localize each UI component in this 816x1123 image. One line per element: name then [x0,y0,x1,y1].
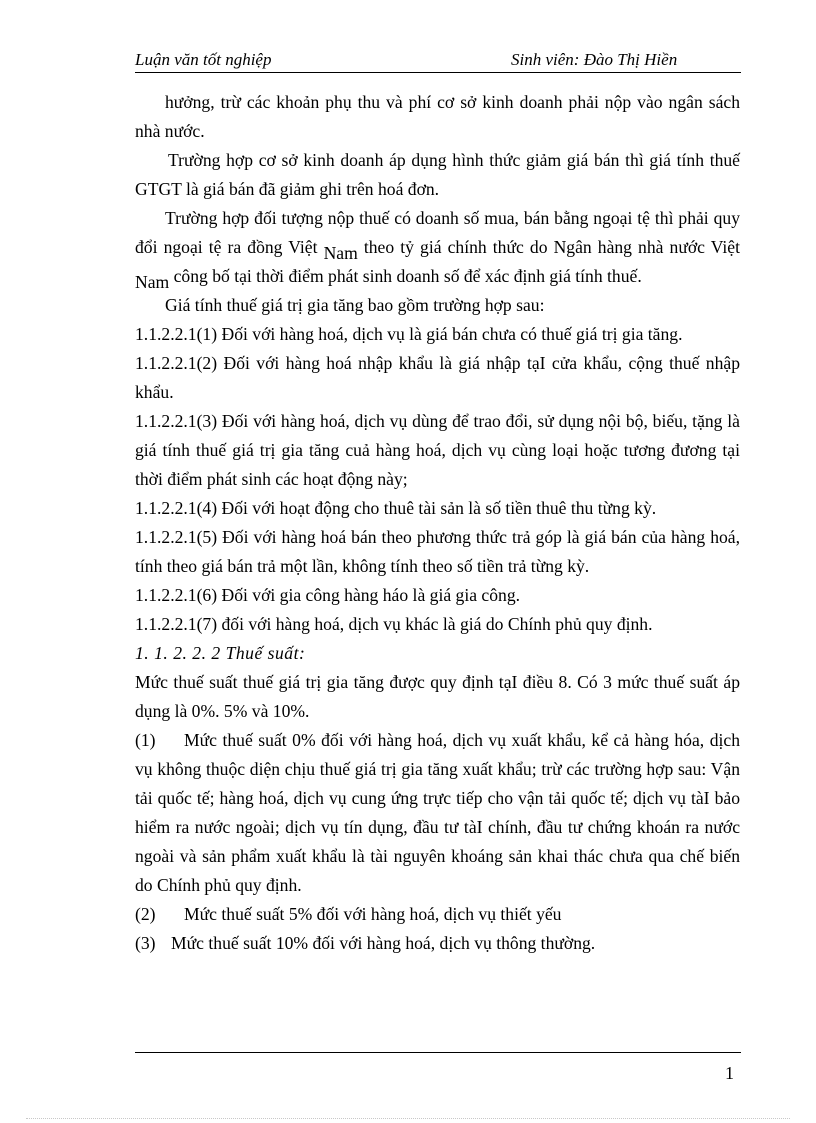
page-header [135,50,741,73]
numbered-item: (2) Mức thuế suất 5% đối với hàng hoá, dịch vụ thiết yếu [135,900,740,929]
footer-rule [135,1052,741,1053]
page-boundary [26,1118,790,1119]
item-number: (1) [135,730,156,750]
item-number: (3) [135,933,156,953]
subscript-word: Nam [135,272,170,292]
paragraph: Trường hợp đối tượng nộp thuế có doanh số mua, bán bằng ngoại tệ thì phải quy đổi ngoại tệ ra đồng Việt Nam theo tỷ giá chính thức do Ngân hàng nhà nước Việt Nam công bố tại thời điểm phát sinh doanh số để xác định giá tính thuế. [135,208,740,292]
paragraph: Giá tính thuế giá trị gia tăng bao gồm trường hợp sau: [165,295,545,315]
subscript-word: Nam [323,243,358,263]
list-item: 1.1.2.2.1(5) Đối với hàng hoá bán theo phương thức trả góp là giá bán của hàng hoá, tính theo giá bán trả một lần, không tính theo số tiền trả từng kỳ. [135,527,740,576]
list-item: 1.1.2.2.1(2) Đối với hàng hoá nhập khẩu là giá nhập tạI cửa khẩu, cộng thuế nhập khẩu. [135,353,740,402]
list-item: 1.1.2.2.1(4) Đối với hoạt động cho thuê tài sản là số tiền thuê thu từng kỳ. [135,498,657,518]
document-body [135,88,740,958]
section-heading: 1. 1. 2. 2. 2 Thuế suất: [135,643,306,663]
item-number: (2) [135,904,156,924]
paragraph: Trường hợp cơ sở kinh doanh áp dụng hình thức giảm giá bán thì giá tính thuế GTGT là giá bán đã giảm ghi trên hoá đơn. [135,150,740,199]
header-student-name: Sinh viên: Đào Thị Hiền [511,50,678,69]
list-item: 1.1.2.2.1(6) Đối với gia công hàng háo là giá gia công. [135,585,521,605]
list-item: 1.1.2.2.1(7) đối với hàng hoá, dịch vụ khác là giá do Chính phủ quy định. [135,614,653,634]
numbered-item: (1) Mức thuế suất 0% đối với hàng hoá, dịch vụ xuất khẩu, kể cả hàng hóa, dịch vụ không thuộc diện chịu thuế giá trị gia tăng xuất khẩu; trừ các trường hợp sau: Vận tải quốc tế; hàng hoá, dịch vụ cung ứng trực tiếp cho vận tải quốc tế; dịch vụ tàI bảo hiểm ra nước ngoài; dịch vụ tín dụng, đầu tư tàI chính, đầu tư chứng khoán ra nước ngoài và sản phẩm xuất khẩu là tài nguyên khoáng sản khai thác chưa qua chế biến do Chính phủ quy định. [135,726,740,900]
numbered-item: (3) Mức thuế suất 10% đối với hàng hoá, dịch vụ thông thường. [135,929,740,958]
list-item: 1.1.2.2.1(1) Đối với hàng hoá, dịch vụ là giá bán chưa có thuế giá trị gia tăng. [135,324,683,344]
header-thesis-label: Luận văn tốt nghiệp [135,50,272,69]
page-number: 1 [725,1063,734,1083]
paragraph: Mức thuế suất thuế giá trị gia tăng được quy định tạI điều 8. Có 3 mức thuế suất áp dụng là 0%. 5% và 10%. [135,672,740,721]
paragraph: hưởng, trừ các khoản phụ thu và phí cơ sở kinh doanh phải nộp vào ngân sách nhà nước. [135,92,740,141]
list-item: 1.1.2.2.1(3) Đối với hàng hoá, dịch vụ dùng để trao đổi, sử dụng nội bộ, biếu, tặng là giá tính thuế giá trị gia tăng cuả hàng hoá, dịch vụ cùng loại hoặc tương đương tại thời điểm phát sinh các hoạt động này; [135,411,740,489]
